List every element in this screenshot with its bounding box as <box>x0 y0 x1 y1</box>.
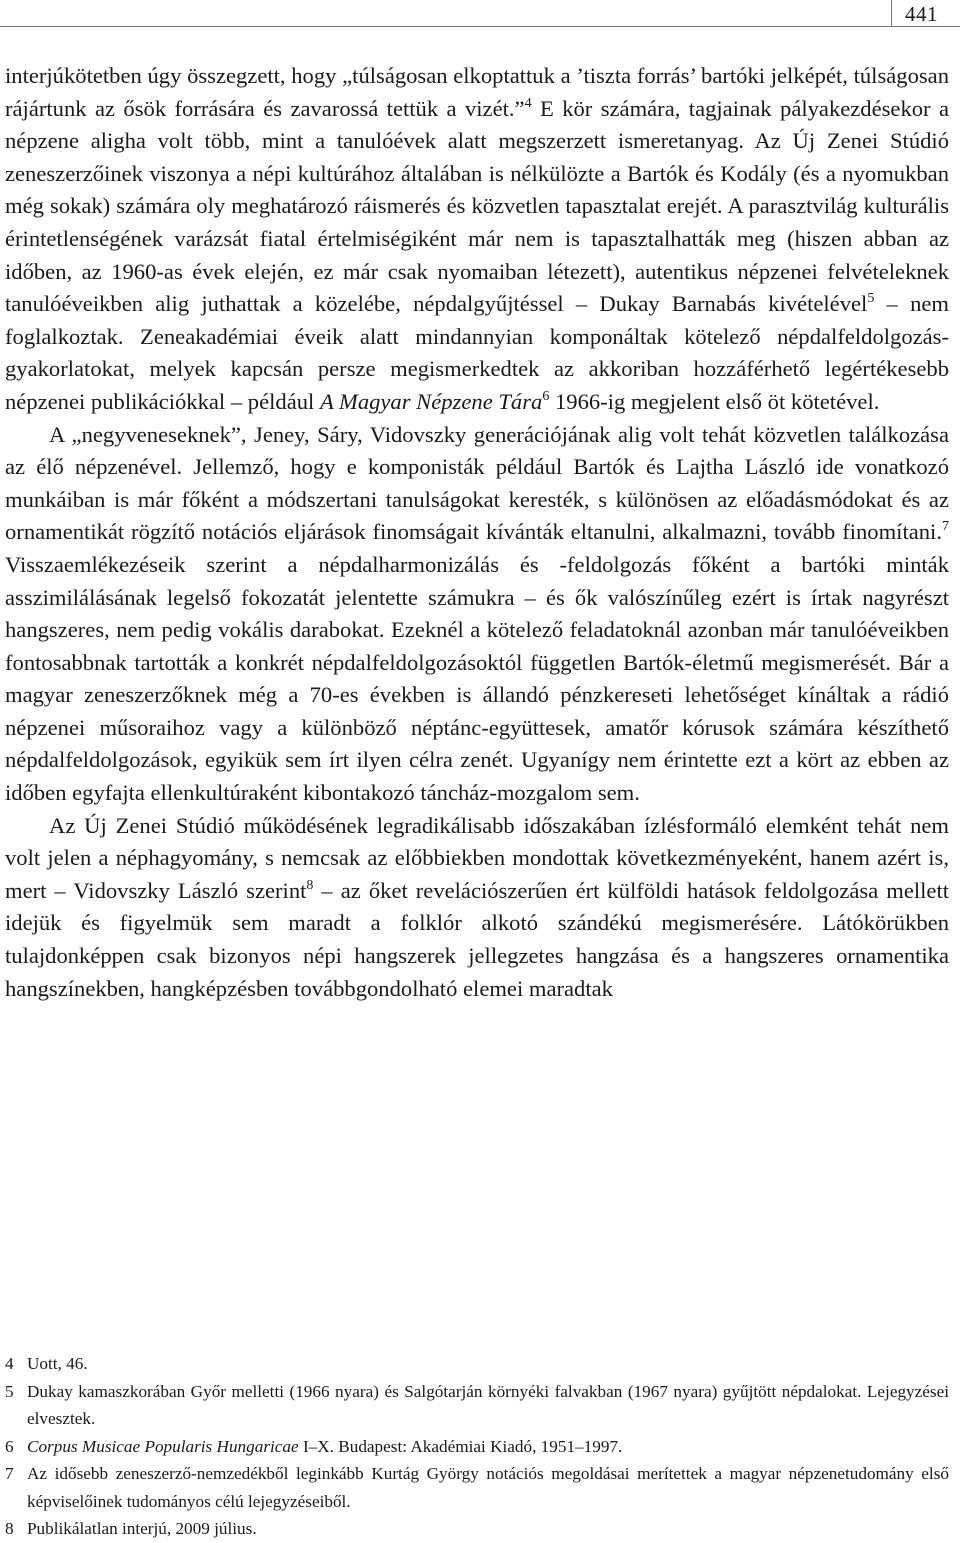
footnote-number: 6 <box>5 1436 14 1456</box>
main-text <box>5 60 949 1005</box>
footnote-ref-6[interactable]: 6 <box>542 388 550 404</box>
text-run: – nem foglalkoztak. Zeneakadémiai éveik alatt mindannyian komponáltak kötelező népdalfeldolgozás-gyakorlatokat, melyek kapcsán persze megismerkedtek az akkoriban hozzáférhető legértékesebb népzenei publikációkkal – például <box>5 291 949 414</box>
text-run: Az Új Zenei Stúdió működésének legradikálisabb időszakában ízlésformáló elemként tehát nem volt jelen a néphagyomány, s nemcsak az előbbiekben mondottak következményeként, hanem azért is, mert – Vidovszky László szerint <box>5 812 949 903</box>
footnote-number: 4 <box>5 1354 14 1373</box>
text-run: interjúkötetben úgy összegzett, hogy „túlságosan elkoptattuk a ’tiszta forrás’ bartóki jelképét, túlságosan rájártunk az ősök forrására és zavarossá tettük a vizét.” <box>5 63 949 121</box>
footnote-ref-5[interactable]: 5 <box>867 291 875 307</box>
paragraph-1 <box>5 60 949 419</box>
footnote-4 <box>5 1350 949 1378</box>
footnote-7 <box>5 1460 949 1515</box>
footnote-text: Az idősebb zeneszerző-nemzedékből leginkább Kurtág György notációs megoldásai merítettek a magyar népzenetudomány első képviselőinek tudományos célú lejegyzéseiből. <box>27 1464 949 1511</box>
text-run: E kör számára, tagjainak pályakezdésekor a népzene aligha volt több, mint a tanulóévek alatt megszerzett ismeretanyag. Az Új Zenei Stúdió zeneszerzőinek viszonya a népi kultúrához általában is nélkülözte a Bartók és Kodály (és a nyomukban még sokak) számára oly meghatározó ráismerés és közvetlen tapasztalat erejét. A parasztvilág kulturális érintetlenségének varázsát fiatal értelmiségiként már nem is tapasztalhatták meg (hiszen abban az időben, az 1960-as évek elején, ez már csak nyomaiban létezett), autentikus népzenei felvételeknek tanulóéveikben alig juthattak a közelébe, népdalgyűjtéssel – Dukay Barnabás kivételével <box>5 95 950 317</box>
footnote-text <box>27 1433 949 1461</box>
footnote-8 <box>5 1515 949 1543</box>
footnote-ref-7[interactable]: 7 <box>942 519 949 535</box>
page-number: 441 <box>905 2 938 26</box>
footnote-6 <box>5 1433 949 1461</box>
footnote-text: Uott, 46. <box>27 1354 88 1373</box>
header-divider <box>891 0 892 27</box>
text-run: – az őket revelációszerűen ért külföldi hatások feldolgozása mellett idejük és figyelmük sem maradt a folklór alkotó szándékú megismerésére. Látókörükben tulajdonképpen csak bizonyos népi hangszerek jellegzetes hangzása és a hangszeres ornamentika hangszínekben, hangképzésben továbbgondolható elemei maradtak <box>5 877 949 1001</box>
footnote-ref-4[interactable]: 4 <box>524 95 532 111</box>
footnote-number: 7 <box>5 1464 14 1483</box>
text-run: Visszaemlékezéseik szerint a népdalharmonizálás és -feldolgozás főként a bartóki minták asszimilálásának legelső fokozatát jelentette számukra – és ők valószínűleg ezért is írtak nagyrészt hangszeres, nem pedig vokális darabokat. Ezeknél a kötelező feladatoknál azonban már tanulóéveikben fontosabbnak tartották a konkrét népdalfeldolgozásoktól független Bartók-életmű megismerését. Bár a magyar zeneszerzőknek még a 70-es években is állandó pénzkereseti lehetőséget kínáltak a rádió népzenei műsoraihoz vagy a különböző néptánc-együttesek, amatőr kórusok számára készíthető népdalfeldolgozások, egyikük sem írt ilyen célra zenét. Ugyanígy nem érintette ezt a kört az ebben az időben egyfajta ellenkultúraként kibontakozó táncház-mozgalom sem. <box>5 551 949 806</box>
title-citation: Corpus Musicae Popularis Hungaricae <box>27 1436 299 1456</box>
text-run: 1966-ig megjelent első öt kötetével. <box>549 388 880 414</box>
footnote-number: 5 <box>5 1381 14 1401</box>
header-rule <box>0 26 960 27</box>
text-run: A „negyveneseknek”, Jeney, Sáry, Vidovszky generációjának alig volt tehát közvetlen találkozása az élő népzenével. Jellemző, hogy e komponisták például Bartók és Lajtha László ide vonatkozó munkáiban is már főként a módszertani tanulságokat keresték, s különösen az előadásmódokat és az ornamentikát rögzítő notációs eljárások finomságait kívánták eltanulni, alkalmazni, tovább finomítani. <box>5 421 949 545</box>
title-citation: A Magyar Népzene Tára <box>319 388 543 414</box>
footnotes <box>5 1350 949 1543</box>
footnote-ref-8[interactable]: 8 <box>306 877 314 893</box>
footnote-number: 8 <box>5 1519 14 1538</box>
text-run: I–X. Budapest: Akadémiai Kiadó, 1951–1997. <box>298 1436 623 1456</box>
paragraph-3 <box>5 810 949 1006</box>
footnote-text: Publikálatlan interjú, 2009 július. <box>27 1519 257 1538</box>
paragraph-2 <box>5 419 949 810</box>
footnote-text: Dukay kamaszkorában Győr melletti (1966 nyara) és Salgótarján környéki falvakban (1967 nyara) gyűjtött népdalokat. Lejegyzései elvesztek. <box>27 1381 949 1428</box>
footnote-5 <box>5 1378 949 1433</box>
